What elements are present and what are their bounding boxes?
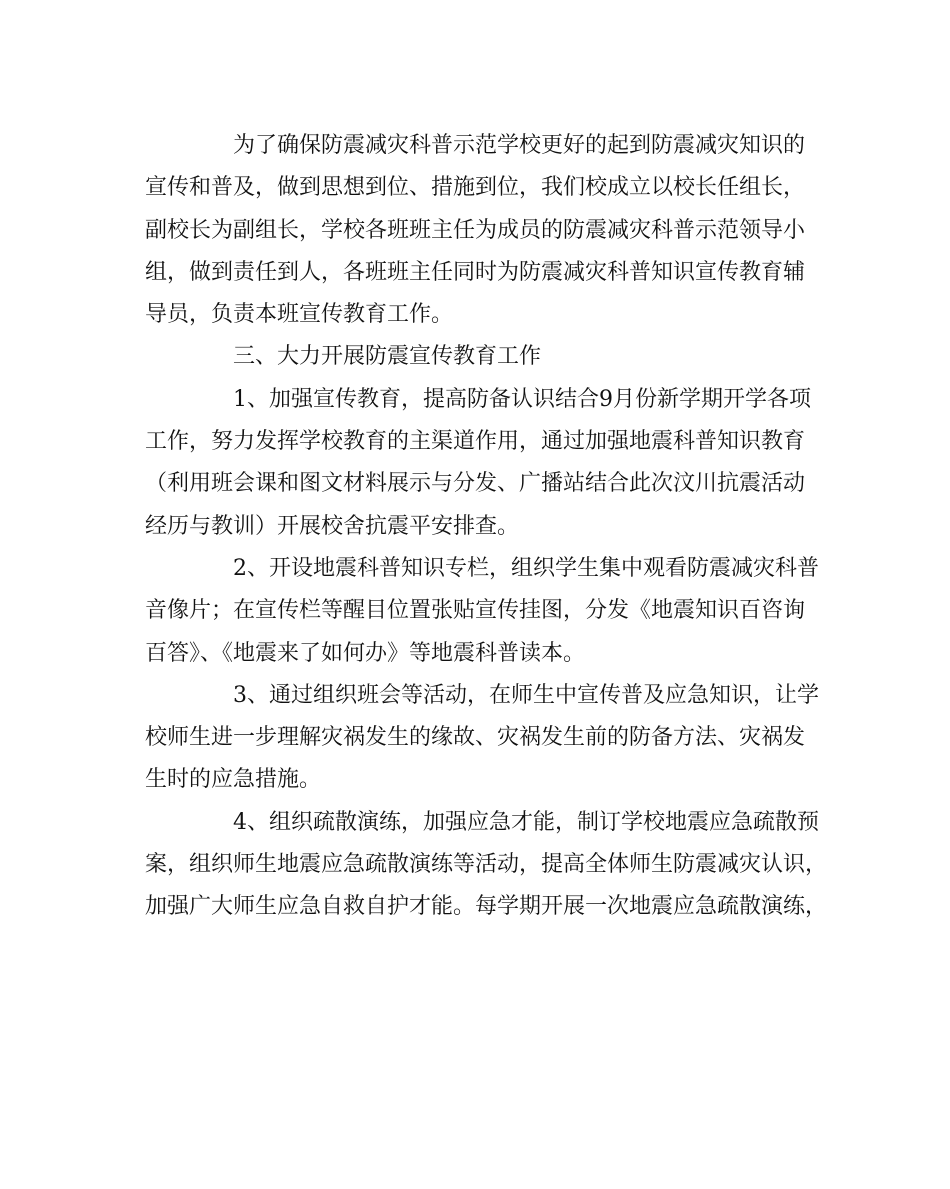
paragraph-line: 导员，负责本班宣传教育工作。: [145, 302, 454, 328]
paragraph-line: 组，做到责任到人，各班班主任同时为防震减灾科普知识宣传教育辅: [145, 259, 806, 285]
paragraph-line: 经历与教训）开展校舍抗震平安排查。: [145, 513, 520, 539]
paragraph-line: （利用班会课和图文材料展示与分发、广播站结合此次汶川抗震活动: [145, 471, 806, 497]
paragraph-line: 生时的应急措施。: [145, 767, 322, 793]
document-body: [145, 125, 835, 929]
paragraph-line: 3、通过组织班会等活动，在师生中宣传普及应急知识，让学: [233, 682, 819, 708]
paragraph-line: 副校长为副组长，学校各班班主任为成员的防震减灾科普示范领导小: [145, 217, 806, 243]
paragraph-line: 4、组织疏散演练，加强应急才能，制订学校地震应急疏散预: [233, 809, 819, 835]
section-heading: 三、大力开展防震宣传教育工作: [233, 344, 542, 370]
paragraph-line: 校师生进一步理解灾祸发生的缘故、灾祸发生前的防备方法、灾祸发: [145, 725, 806, 751]
paragraph-line: 音像片；在宣传栏等醒目位置张贴宣传挂图，分发《地震知识百咨询: [145, 598, 806, 624]
paragraph-line: 2、开设地震科普知识专栏，组织学生集中观看防震减灾科普: [233, 555, 819, 581]
paragraph-line: 1、加强宣传教育，提高防备认识结合9月份新学期开学各项: [233, 386, 811, 412]
paragraph-line: 百答》、《地震来了如何办》等地震科普读本。: [145, 640, 586, 666]
paragraph-line: 案，组织师生地震应急疏散演练等活动，提高全体师生防震减灾认识，: [145, 852, 828, 878]
paragraph-line: 工作，努力发挥学校教育的主渠道作用，通过加强地震科普知识教育: [145, 429, 806, 455]
paragraph-line: 为了确保防震减灾科普示范学校更好的起到防震减灾知识的: [233, 133, 806, 158]
paragraph-line: 加强广大师生应急自救自护才能。每学期开展一次地震应急疏散演练，: [145, 894, 828, 920]
paragraph-line: 宣传和普及，做到思想到位、措施到位，我们校成立以校长任组长，: [145, 175, 806, 201]
